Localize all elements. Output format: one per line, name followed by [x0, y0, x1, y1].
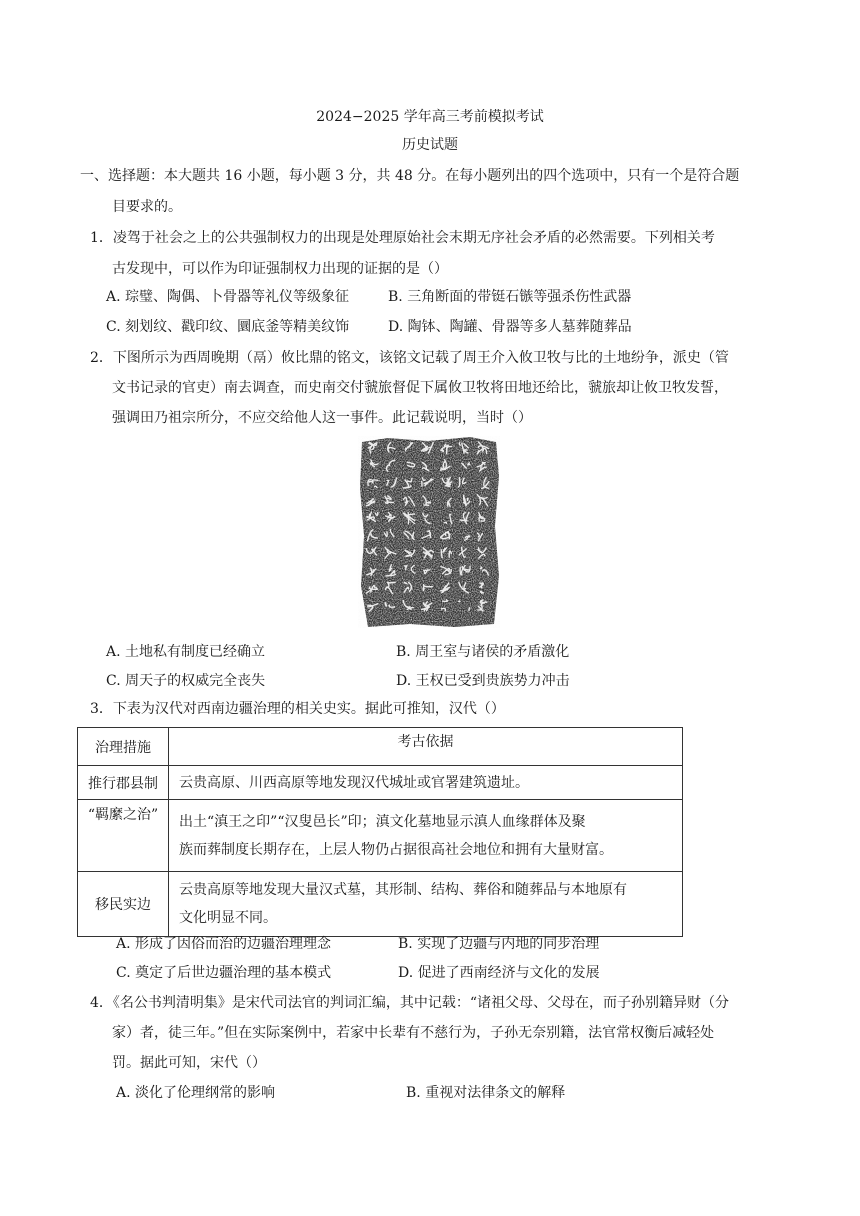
table-header-row: [78, 728, 683, 766]
evidence-line: 族而葬制度长期存在，上层人物仍占据很高社会地位和拥有大量财富。: [179, 841, 613, 858]
q4-stem-line2: 家）者，徒三年。”但在实际案例中，若家中长辈有不慈行为，子孙无奈别籍，法官常权衡后减轻处: [112, 1025, 715, 1041]
q1-option-a: A. 琮璧、陶偶、卜骨器等礼仪等级象征: [106, 289, 350, 305]
bronze-inscription-rubbing-image: [358, 436, 500, 628]
q2-stem-line2: 文书记录的官吏）南去调查，而史南交付虢旅督促下属攸卫牧将田地还给比，虢旅却让攸卫牧发誓，: [112, 380, 728, 396]
q4-option-a: A. 淡化了伦理纲常的影响: [116, 1085, 276, 1101]
table-row: [78, 872, 683, 937]
q1-option-d: D. 陶钵、陶罐、骨器等多人墓葬随葬品: [388, 319, 632, 335]
table-cell-measure: “羁縻之治”: [78, 800, 169, 872]
table-cell-measure: 推行郡县制: [78, 766, 169, 800]
table-cell-measure: 移民实边: [78, 872, 169, 937]
han-governance-table: [77, 727, 683, 937]
q1-option-c: C. 刻划纹、戳印纹、圜底釜等精美纹饰: [106, 319, 350, 335]
table-row: [78, 800, 683, 872]
table-header-measure: 治理措施: [78, 728, 169, 766]
q1-stem-line2: 古发现中，可以作为印证强制权力出现的证据的是（）: [112, 261, 448, 277]
q2-option-c: C. 周天子的权威完全丧失: [106, 673, 266, 689]
q4-stem-line1: 4．《名公书判清明集》是宋代司法官的判词汇编，其中记载：“诸祖父母、父母在，而子孙别籍异财（分: [90, 995, 730, 1011]
table-cell-evidence: [169, 872, 683, 937]
q3-stem-line1: 3．下表为汉代对西南边疆治理的相关史实。据此可推知，汉代（）: [90, 701, 505, 717]
table-cell-evidence: [169, 766, 683, 800]
section-instructions-line1: 一、选择题：本大题共 16 小题，每小题 3 分，共 48 分。在每小题列出的四个选项中，只有一个是符合题: [80, 168, 740, 184]
evidence-line: 出土“滇王之印”“汉叟邑长”印；滇文化墓地显示滇人血缘群体及聚: [179, 813, 586, 830]
q4-option-b: B. 重视对法律条文的解释: [406, 1085, 566, 1101]
table-row: [78, 766, 683, 800]
exam-title: 2024−2025 学年高三考前模拟考试: [316, 109, 544, 125]
q2-option-d: D. 王权已受到贵族势力冲击: [396, 673, 570, 689]
q3-option-b: B. 实现了边疆与内地的同步治理: [398, 936, 600, 952]
q4-stem-line3: 罚。据此可知，宋代（）: [112, 1055, 266, 1071]
q3-option-a: A. 形成了因俗而治的边疆治理理念: [116, 936, 332, 952]
evidence-line: 云贵高原等地发现大量汉式墓，其形制、结构、葬俗和随葬品与本地原有: [179, 882, 627, 898]
q1-stem-line1: 1．凌驾于社会之上的公共强制权力的出现是处理原始社会末期无序社会矛盾的必然需要。下列相关考: [90, 230, 715, 246]
q3-option-d: D. 促进了西南经济与文化的发展: [398, 965, 600, 981]
exam-subtitle: 历史试题: [402, 137, 458, 153]
q3-option-c: C. 奠定了后世边疆治理的基本模式: [116, 965, 332, 981]
q1-option-b: B. 三角断面的带铤石镞等强杀伤性武器: [388, 289, 632, 305]
evidence-line: 文化明显不同。: [179, 910, 277, 926]
evidence-line: 云贵高原、川西高原等地发现汉代城址或官署建筑遗址。: [179, 774, 529, 791]
q2-stem-line1: 2．下图所示为西周晚期（鬲）攸比鼎的铭文，该铭文记载了周王介入攸卫牧与比的土地纷争，派史（管: [90, 350, 729, 366]
table-header-evidence: 考古依据: [169, 728, 683, 766]
section-instructions-line2: 目要求的。: [112, 199, 182, 215]
q2-option-a: A. 土地私有制度已经确立: [106, 644, 266, 660]
q2-stem-line3: 强调田乃祖宗所分，不应交给他人这一事件。此记载说明，当时（）: [112, 410, 532, 426]
q2-option-b: B. 周王室与诸侯的矛盾激化: [396, 644, 570, 660]
table-cell-evidence: [169, 800, 683, 872]
